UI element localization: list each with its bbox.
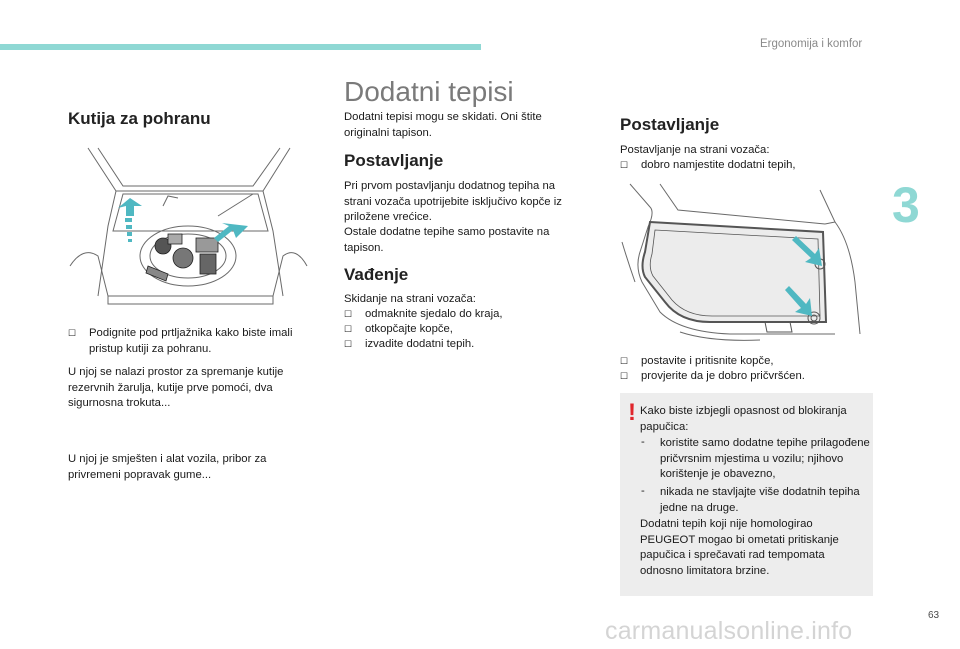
tools-text: U njoj je smješten i alat vozila, pribor za privremeni popravak gume... <box>68 453 267 481</box>
header-accent-bar <box>0 44 481 50</box>
page-title: Dodatni tepisi <box>344 76 514 107</box>
removal-step-2: ☐ otkopčajte kopče, <box>344 322 584 338</box>
checkbox-marker-icon: ☐ <box>344 339 353 349</box>
checkbox-marker-icon: ☐ <box>344 324 353 334</box>
heading-removal: Vađenje <box>344 265 409 284</box>
watermark: carmanualsonline.info <box>605 617 853 645</box>
warning-box <box>620 393 873 596</box>
removal-step-3: ☐ izvadite dodatni tepih. <box>344 337 584 353</box>
trunk-illustration <box>68 146 309 307</box>
section-title: Ergonomija i komfor <box>760 38 863 50</box>
checkbox-marker-icon: ☐ <box>620 356 629 366</box>
warning-item-2: nikada ne stavljajte više dodatnih tepiha jedne na druge. <box>660 486 860 514</box>
warning-paragraph: Dodatni tepih koji nije homologirao PEUGEOT mogao bi ometati pritiskanje papučica i sprečavati rad tempomata odnosno limitatora brzine. <box>640 518 839 577</box>
heading-installation-driver: Postavljanje <box>620 115 720 134</box>
driver-step-1: ☐ dobro namjestite dodatni tepih, <box>620 158 870 174</box>
heading-installation: Postavljanje <box>344 151 444 170</box>
driver-side-intro: Postavljanje na strani vozača: <box>620 144 770 156</box>
checkbox-marker-icon: ☐ <box>620 371 629 381</box>
warning-icon: ! <box>628 399 636 426</box>
dash-marker: - <box>641 436 645 448</box>
checkbox-marker-icon: ☐ <box>620 160 629 170</box>
floor-mat-drawing <box>620 182 873 342</box>
heading-storage-box: Kutija za pohranu <box>68 109 211 128</box>
warning-intro: Kako biste izbjegli opasnost od blokiranja papučica: <box>640 405 847 433</box>
storage-contents-text: U njoj se nalazi prostor za spremanje kutije rezervnih žarulja, kutije prve pomoći, dva sigurnosna trokuta... <box>68 366 284 409</box>
checkbox-marker-icon: ☐ <box>344 309 353 319</box>
install-text: Pri prvom postavljanju dodatnog tepiha na strani vozača upotrijebite isključivo kopče iz priložene vrećice. <box>344 180 562 223</box>
checkbox-marker-icon: ☐ <box>68 328 77 338</box>
removal-intro: Skidanje na strani vozača: <box>344 293 476 305</box>
install-text-2: Ostale dodatne tepihe samo postavite na tapison. <box>344 226 550 254</box>
dash-marker: - <box>641 485 645 497</box>
chapter-number: 3 <box>892 177 920 233</box>
warning-item-1: koristite samo dodatne tepihe prilagođene pričvrsnim mjestima u vozilu; njihovo korištenje je obavezno, <box>660 437 870 481</box>
bullet-lift-floor: ☐ Podignite pod prtljažnika kako biste imali pristup kutiji za pohranu. <box>68 327 293 355</box>
trunk-drawing <box>68 146 309 307</box>
driver-step-2: ☐ postavite i pritisnite kopče, <box>620 354 870 370</box>
floor-mat-illustration <box>620 182 873 342</box>
removal-step-1: ☐ odmaknite sjedalo do kraja, <box>344 307 584 323</box>
driver-step-3: ☐ provjerite da je dobro pričvršćen. <box>620 369 870 385</box>
mats-intro-text: Dodatni tepisi mogu se skidati. Oni štite originalni tapison. <box>344 111 542 139</box>
page-number: 63 <box>928 610 940 621</box>
